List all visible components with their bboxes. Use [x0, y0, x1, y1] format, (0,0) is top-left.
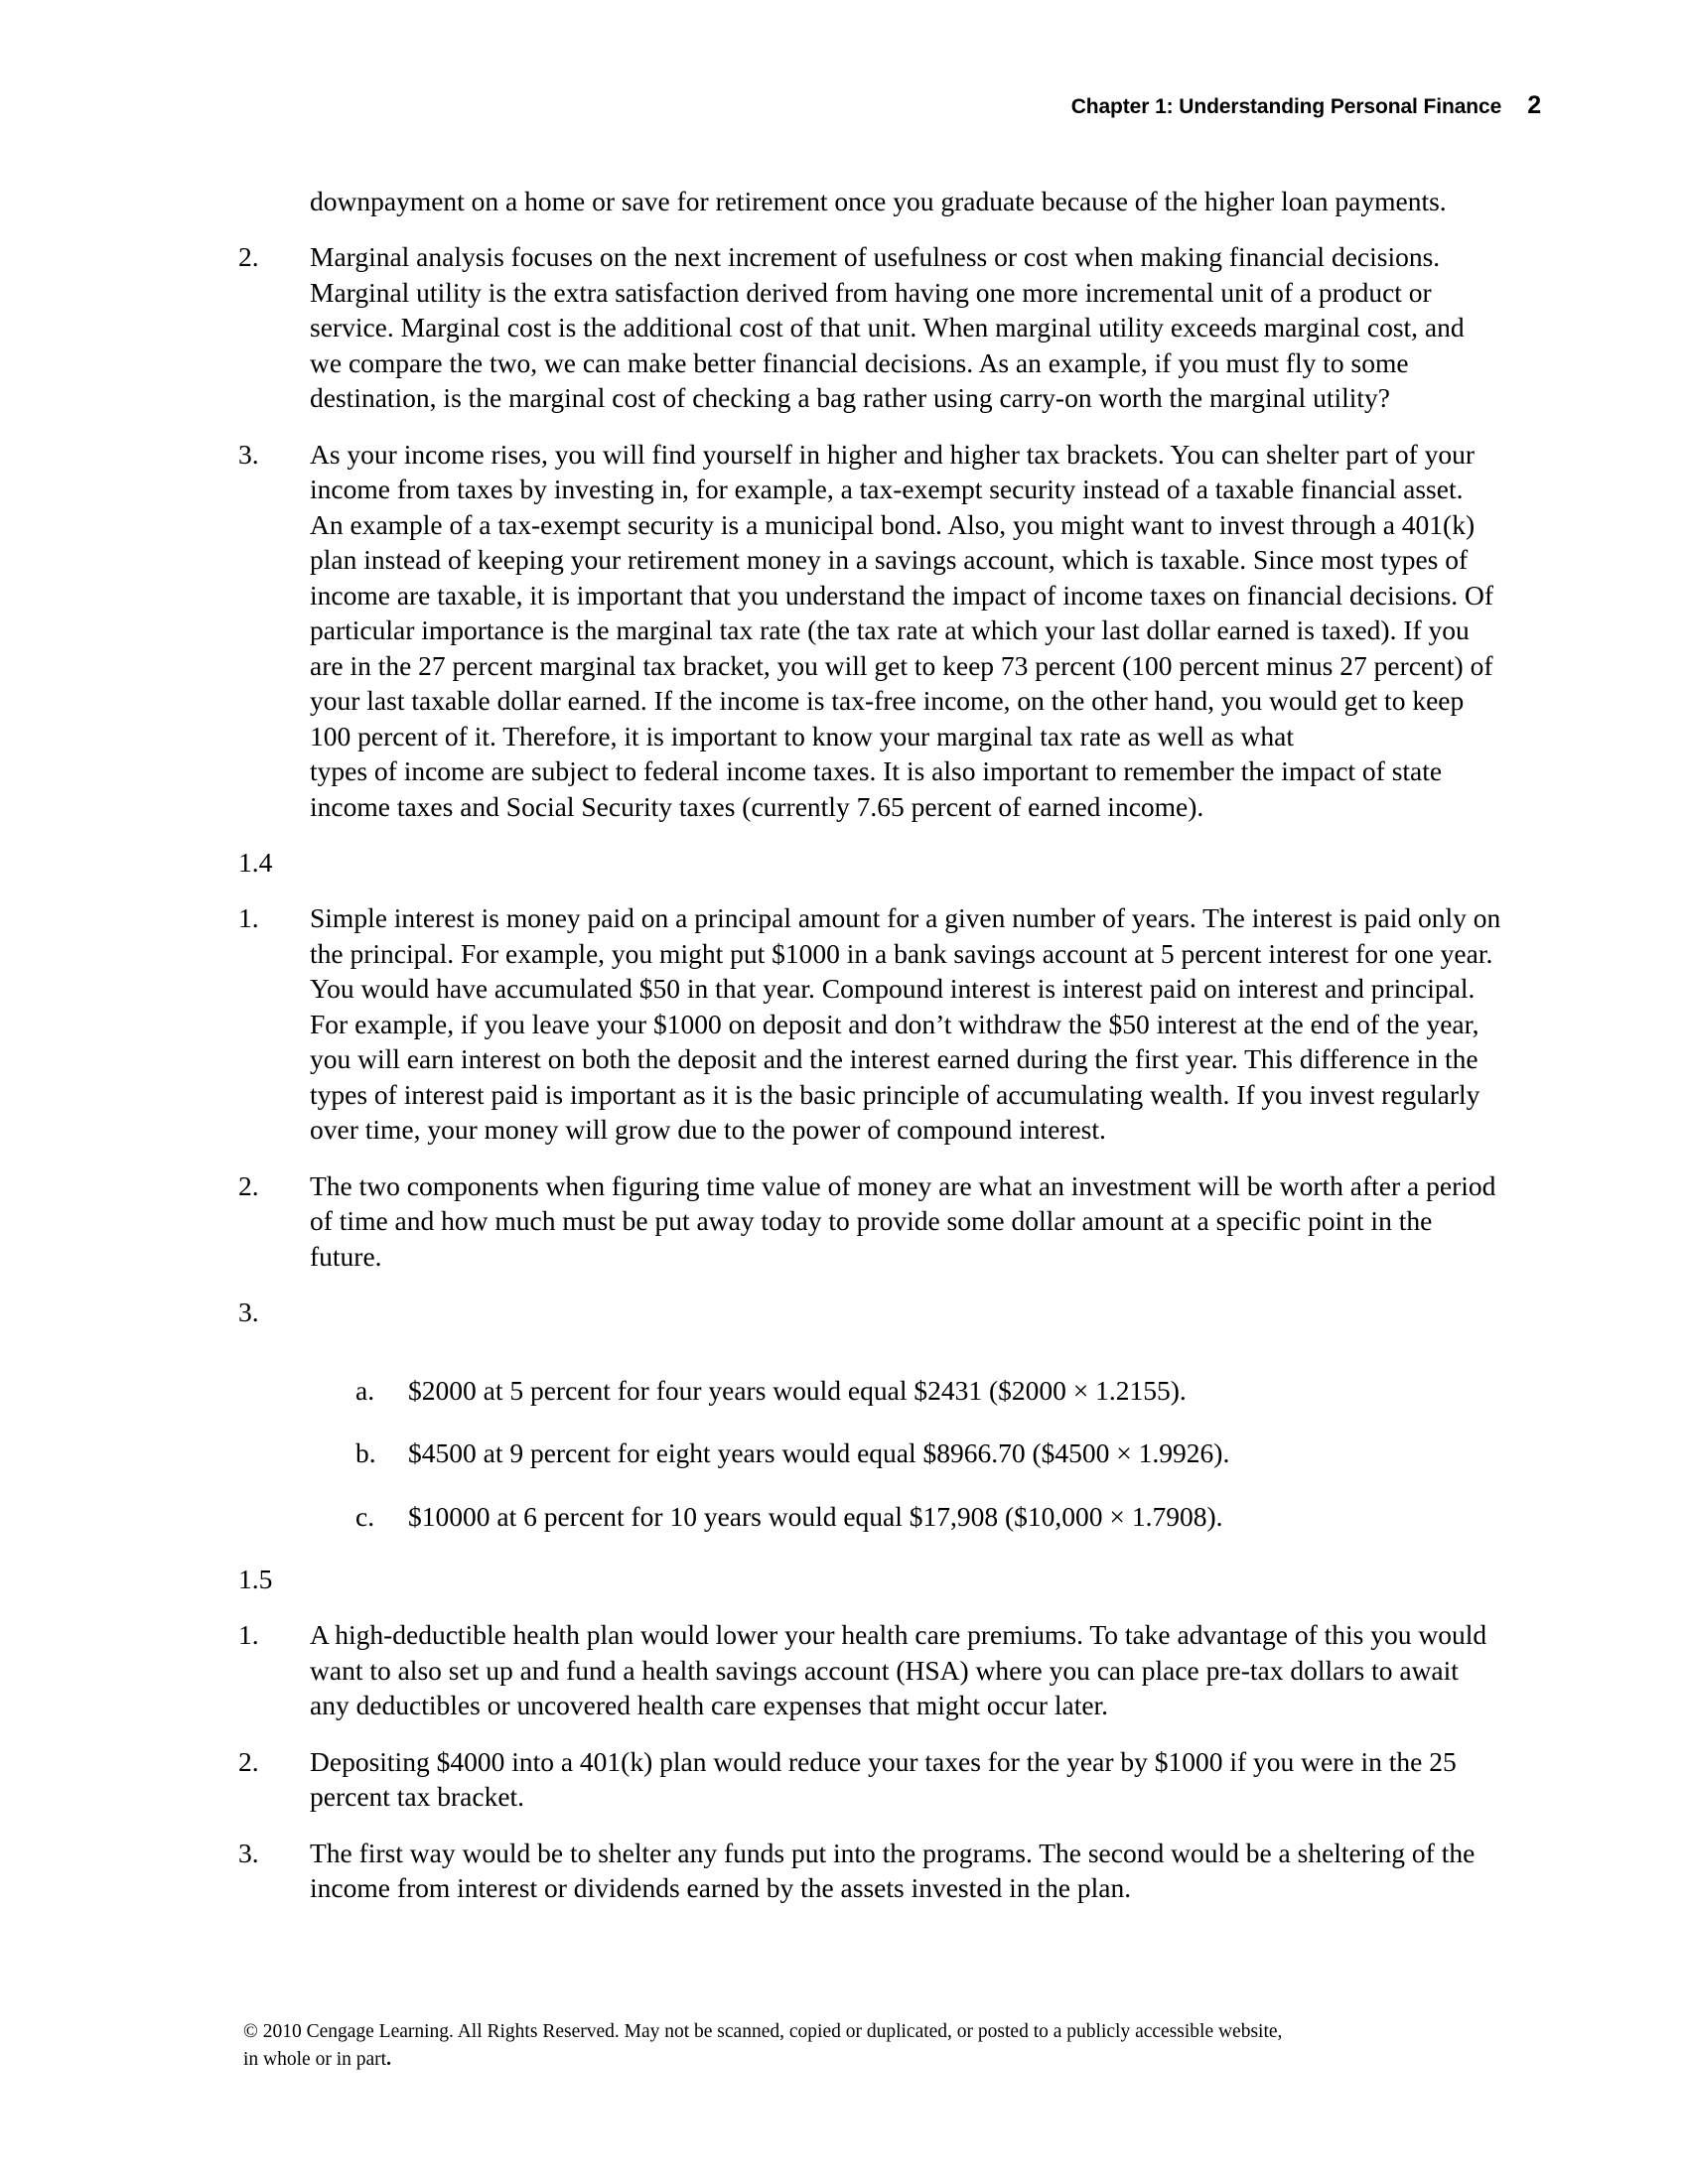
list-item — [238, 1295, 1501, 1329]
sub-list-item-marker: b. — [355, 1437, 376, 1469]
list-item — [238, 437, 1501, 824]
sub-list-item-text: $4500 at 9 percent for eight years would equal $8966.70 ($4500 × 1.9926). — [408, 1437, 1230, 1469]
list-item-marker: 2. — [238, 1169, 259, 1201]
page-number: 2 — [1527, 91, 1541, 119]
list-item-marker: 2. — [238, 1745, 259, 1777]
list-item-text: The two components when figuring time value of money are what an investment will be worth after a period of time and how much must be put away today to provide some dollar amount at a specific point in the future. — [310, 1169, 1496, 1272]
section-heading-1-4: 1.4 — [238, 846, 273, 878]
list-item-text: Marginal analysis focuses on the next increment of usefulness or cost when making financial decisions. Marginal utility is the extra satisfaction derived from having one more incremental unit of a product or service. Marginal cost is the additional cost of that unit. When marginal utility exceeds marginal cost, and we compare the two, we can make better financial decisions. As an example, if you must fly to some destination, is the marginal cost of checking a bag rather using carry-on worth the marginal utility? — [310, 241, 1465, 414]
running-header — [1071, 91, 1541, 120]
list-item-text: Depositing $4000 into a 401(k) plan would reduce your taxes for the year by $1000 if you were in the 25 percent tax bracket. — [310, 1745, 1457, 1813]
sub-list-item-marker: a. — [355, 1374, 375, 1406]
sub-list-item-marker: c. — [355, 1500, 375, 1532]
list-item-marker: 3. — [238, 1297, 259, 1328]
copyright-line-2-text: in whole or in part — [243, 2048, 387, 2070]
list-item-marker: 1. — [238, 902, 259, 934]
copyright-line-2 — [243, 2046, 1514, 2074]
list-item-text: A high-deductible health plan would lower your health care premiums. To take advantage of this you would want to also set up and fund a health savings account (HSA) where you can place pre-tax dollars to await any deductibles or uncovered health care expenses that might occur later. — [310, 1619, 1487, 1721]
list-item-text — [310, 437, 1501, 824]
list-item — [238, 1744, 1501, 1815]
copyright-line-1: © 2010 Cengage Learning. All Rights Reserved. May not be scanned, copied or duplicated, or posted to a publicly accessible website, — [243, 2021, 1283, 2042]
list-item — [238, 900, 1501, 1147]
list-item — [238, 239, 1501, 415]
sub-list-item — [355, 1373, 1501, 1408]
document-body — [238, 184, 1501, 1927]
sub-list — [238, 1373, 1501, 1534]
list-item-text: The first way would be to shelter any funds put into the programs. The second would be a sheltering of the income from interest or dividends earned by the assets invested in the plan. — [310, 1837, 1476, 1904]
list-item-text: Simple interest is money paid on a principal amount for a given number of years. The interest is paid only on the principal. For example, you might put $1000 in a bank savings account at 5 percent interest for one year. You would have accumulated $50 in that year. Compound interest is interest paid on interest and principal. For example, if you leave your $1000 on deposit and don’t withdraw the $50 interest at the end of the year, you will earn interest on both the deposit and the interest earned during the first year. This difference in the types of interest paid is important as it is the basic principle of accumulating wealth. If you invest regularly over time, your money will grow due to the power of compound interest. — [310, 902, 1501, 1146]
list-item-text-part-1: As your income rises, you will find yourself in higher and higher tax brackets. You can shelter part of your income from taxes by investing in, for example, a tax-exempt security instead of a taxable financial asset. An example of a tax-exempt security is a municipal bond. Also, you might want to invest through a 401(k) plan instead of keeping your retirement money in a savings account, which is taxable. Since most types of income are taxable, it is important that you understand the impact of income taxes on financial decisions. Of particular importance is the marginal tax rate (the tax rate at which your last dollar earned is taxed). If you are in the 27 percent marginal tax bracket, you will get to keep 73 percent (100 percent minus 27 percent) of your last taxable dollar earned. If the income is tax-free income, on the other hand, you would get to keep 100 percent of it. Therefore, it is important to know your marginal tax rate as well as what — [310, 438, 1494, 751]
list-item-text-part-2: types of income are subject to federal income taxes. It is also important to remember the impact of state income taxes and Social Security taxes (currently 7.65 percent of earned income). — [310, 755, 1443, 822]
list-item-marker: 3. — [238, 1837, 259, 1868]
section-heading-1-5: 1.5 — [238, 1564, 273, 1594]
sub-list-item — [355, 1499, 1501, 1534]
copyright-footer — [243, 2018, 1514, 2073]
list-item — [238, 1617, 1501, 1722]
sub-list-item-text: $10000 at 6 percent for 10 years would equal $17,908 ($10,000 × 1.7908). — [408, 1500, 1223, 1532]
list-item-marker: 3. — [238, 438, 259, 470]
chapter-title: Chapter 1: Understanding Personal Finance — [1070, 95, 1502, 118]
list-item — [238, 1168, 1501, 1274]
list-item — [238, 1836, 1501, 1906]
spacer — [238, 1351, 1501, 1373]
list-item-marker: 1. — [238, 1619, 259, 1651]
copyright-line-2-tail: . — [386, 2048, 391, 2070]
sub-list-item — [355, 1435, 1501, 1470]
sub-list-item-text: $2000 at 5 percent for four years would equal $2431 ($2000 × 1.2155). — [408, 1374, 1187, 1406]
lead-paragraph: downpayment on a home or save for retirement once you graduate because of the higher loan payments. — [310, 186, 1447, 216]
list-item-marker: 2. — [238, 241, 259, 273]
